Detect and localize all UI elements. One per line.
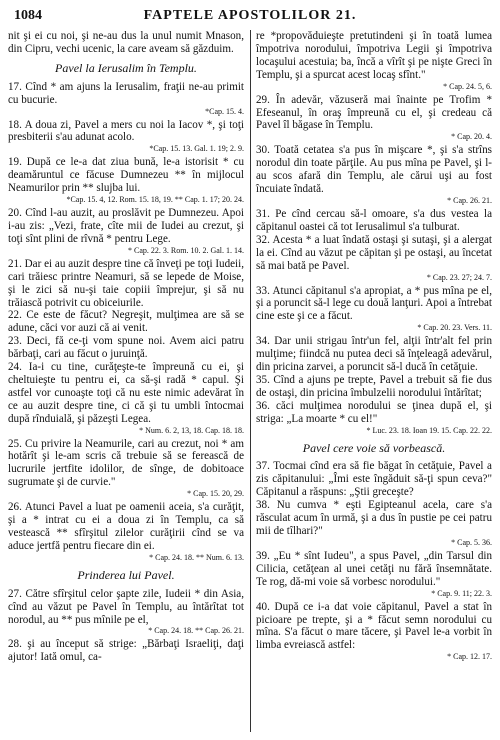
verse-paragraph: 26. Atunci Pavel a luat pe oamenii aceia, s'a curăţit, şi a * intrat cu ei a doua zi în Templu, ca să vestească ** sfîrşitul zilelor curăţirii cînd se va aduce jertfă pentru fiecare din ei. (8, 501, 244, 552)
section-heading: Prinderea lui Pavel. (77, 567, 175, 582)
verse-paragraph: re *propovăduieşte pretutindeni şi în toată lumea împotriva norodului, împotriva Legii şi împotriva locaşului acestuia; ba, încă a vîrît şi pe nişte Greci în Templu, şi a spurcat acest locaş sfînt." (256, 30, 492, 81)
verse-paragraph: 21. Dar ei au auzit despre tine că înveţi pe toţi Iudeii, cari trăiesc printre Neamuri, să se lepede de Moise, şi le zici să nu-şi taie copiii împrejur, şi să nu trăiască potrivit cu obiceiurile. (8, 257, 244, 309)
section-heading: Pavel la Ierusalim în Templu. (55, 60, 197, 75)
verse-paragraph: 40. După ce i-a dat voie căpitanul, Pavel a stat în picioare pe trepte, şi a * făcut semn norodului cu mîna. S'a făcut o mare tăcere, şi Pavel le-a vorbit în limba evreiască astfel: (256, 600, 492, 652)
cross-reference: * Cap. 12. 17. (447, 652, 492, 662)
verse-paragraph: 31. Pe cînd cercau să-l omoare, s'a dus vestea la căpitanul oastei că tot Ierusalimul s'a tulburat. (256, 207, 492, 233)
cross-reference: * Cap. 20. 23. Vers. 11. (417, 323, 492, 333)
cross-reference: * Cap. 26. 21. (447, 195, 492, 205)
left-column (8, 30, 244, 664)
verse-paragraph: 27. Către sfîrşitul celor şapte zile, Iudeii * din Asia, cînd au văzut pe Pavel în Templu, au întărîtat tot norodul, au ** pus mînile pe el, (8, 587, 244, 626)
page-number: 1084 (14, 8, 42, 23)
verse-paragraph: 39. „Eu * sînt Iudeu", a spus Pavel, „din Tarsul din Cilicia, cetăţean al unei cetăţi nu fără însemnătate. Te rog, dă-mi voie să vorbesc norodului." (256, 549, 492, 588)
verse-paragraph: 25. Cu privire la Neamurile, cari au crezut, noi * am hotărît şi le-am scris că trebuie să se ferească de lucrurile jertfite idolilor, de sînge, de dobitoace sugrumate şi de curvie." (8, 437, 244, 489)
verse-paragraph: 22. Ce este de făcut? Negreşit, mulţimea are să se adune, căci vor auzi că ai venit. (8, 309, 244, 335)
cross-reference: * Cap. 5. 36. (451, 537, 492, 547)
verse-paragraph: 36. căci mulţimea norodului se ţinea după el, şi striga: „La moarte * cu el!" (256, 399, 492, 425)
verse-paragraph: 33. Atunci căpitanul s'a apropiat, a * pus mîna pe el, şi a poruncit să-l lege cu două lanţuri. Apoi a întrebat cine este şi ce a făcut. (256, 284, 492, 323)
verse-paragraph: 35. Cînd a ajuns pe trepte, Pavel a trebuit să fie dus de ostaşi, din pricina îmbulzelii norodului întărîtat; (256, 373, 492, 399)
verse-paragraph: 24. Ia-i cu tine, curăţeşte-te împreună cu ei, şi cheltuieşte tu pentru ei, ca să-şi radă * capul. Şi astfel vor cunoaşte toţi că nu este nimic adevărat în ce au auzit despre tine, ci că şi tu umbli întocmai după rînduială, şi păzeşti Legea. (8, 361, 244, 425)
verse-paragraph: 29. În adevăr, văzuseră mai înainte pe Trofim * Efeseanul, în oraş împreună cu el, şi credeau că Pavel îl băgase în Templu. (256, 93, 492, 132)
cross-reference: *Cap. 15. 4, 12. Rom. 15. 18, 19. ** Cap. 1. 17; 20. 24. (66, 195, 244, 205)
cross-reference: * Cap. 24. 5, 6. (443, 81, 492, 91)
section-heading: Pavel cere voie să vorbească. (302, 440, 446, 455)
cross-reference: * Luc. 23. 18. Ioan 19. 15. Cap. 22. 22. (366, 425, 492, 435)
verse-paragraph: 30. Toată cetatea s'a pus în mişcare *, şi s'a strîns norodul din toate părţile. Au pus mîna pe Pavel, şi l-au scos afară din Templu, ale cărui uşi au fost încuiate îndată. (256, 144, 492, 196)
cross-reference: * Cap. 22. 3. Rom. 10. 2. Gal. 1. 14. (128, 245, 244, 255)
cross-reference: * Cap. 20. 4. (451, 132, 492, 142)
cross-reference: * Num. 6. 2, 13, 18. Cap. 18. 18. (139, 425, 244, 435)
verse-paragraph: 20. Cînd l-au auzit, au proslăvit pe Dumnezeu. Apoi i-au zis: „Vezi, frate, cîte mii de Iudei au crezut, şi toţi sînt plini de rîvnă * pentru Lege. (8, 207, 244, 245)
cross-reference: *Cap. 15. 4. (205, 106, 244, 116)
verse-paragraph: 28. şi au început să strige: „Bărbaţi Israeliţi, daţi ajutor! Iată omul, ca- (8, 638, 244, 664)
verse-paragraph: 34. Dar unii strigau într'un fel, alţii într'alt fel prin mulţime; fiindcă nu putea deci să înţeleagă adevărul, din pricina zarvei, a poruncit să-l ducă în cetăţuie. (256, 335, 492, 374)
page-title: FAPTELE APOSTOLILOR 21. (143, 8, 357, 23)
cross-reference: * Cap. 24. 18. ** Cap. 26. 21. (148, 626, 244, 636)
cross-reference: * Cap. 24. 18. ** Num. 6. 13. (149, 552, 244, 562)
column-divider (250, 30, 251, 732)
verse-paragraph: 18. A doua zi, Pavel a mers cu noi la Iacov *, şi toţi presbiterii s'au adunat acolo. (8, 118, 244, 144)
verse-paragraph: 37. Tocmai cînd era să fie băgat în cetăţuie, Pavel a zis căpitanului: „Îmi este îngăduit să-ţi spun ceva?" Căpitanul a răspuns: „Ştii greceşte? (256, 460, 492, 499)
verse-paragraph: 17. Cînd * am ajuns la Ierusalim, fraţii ne-au primit cu bucurie. (8, 80, 244, 106)
page-header (10, 8, 490, 28)
cross-reference: *Cap. 15. 13. Gal. 1. 19; 2. 9. (149, 144, 244, 154)
verse-paragraph: 38. Nu cumva * eşti Egipteanul acela, care s'a răsculat acum în urmă, şi a dus în pustie pe cei patru mii de tîlhari?" (256, 499, 492, 537)
verse-paragraph: 23. Deci, fă ce-ţi vom spune noi. Avem aici patru bărbaţi, cari au făcut o juruinţă. (8, 335, 244, 361)
cross-reference: * Cap. 23. 27; 24. 7. (426, 272, 492, 282)
right-column (256, 30, 492, 664)
cross-reference: * Cap. 15. 20, 29. (187, 489, 244, 499)
verse-paragraph: 19. După ce le-a dat ziua bună, le-a istorisit * cu deamăruntul ce făcuse Dumnezeu ** în mijlocul Neamurilor prin ** slujba lui. (8, 156, 244, 195)
verse-paragraph: nit şi ei cu noi, şi ne-au dus la unul numit Mnason, din Cipru, vechi ucenic, la care aveam să găzduim. (8, 30, 244, 55)
cross-reference: * Cap. 9. 11; 22. 3. (431, 588, 492, 598)
verse-paragraph: 32. Acesta * a luat îndată ostaşi şi sutaşi, şi a alergat la ei. Cînd au văzut pe căpitan şi pe ostaşi, au încetat să mai bată pe Pavel. (256, 233, 492, 272)
